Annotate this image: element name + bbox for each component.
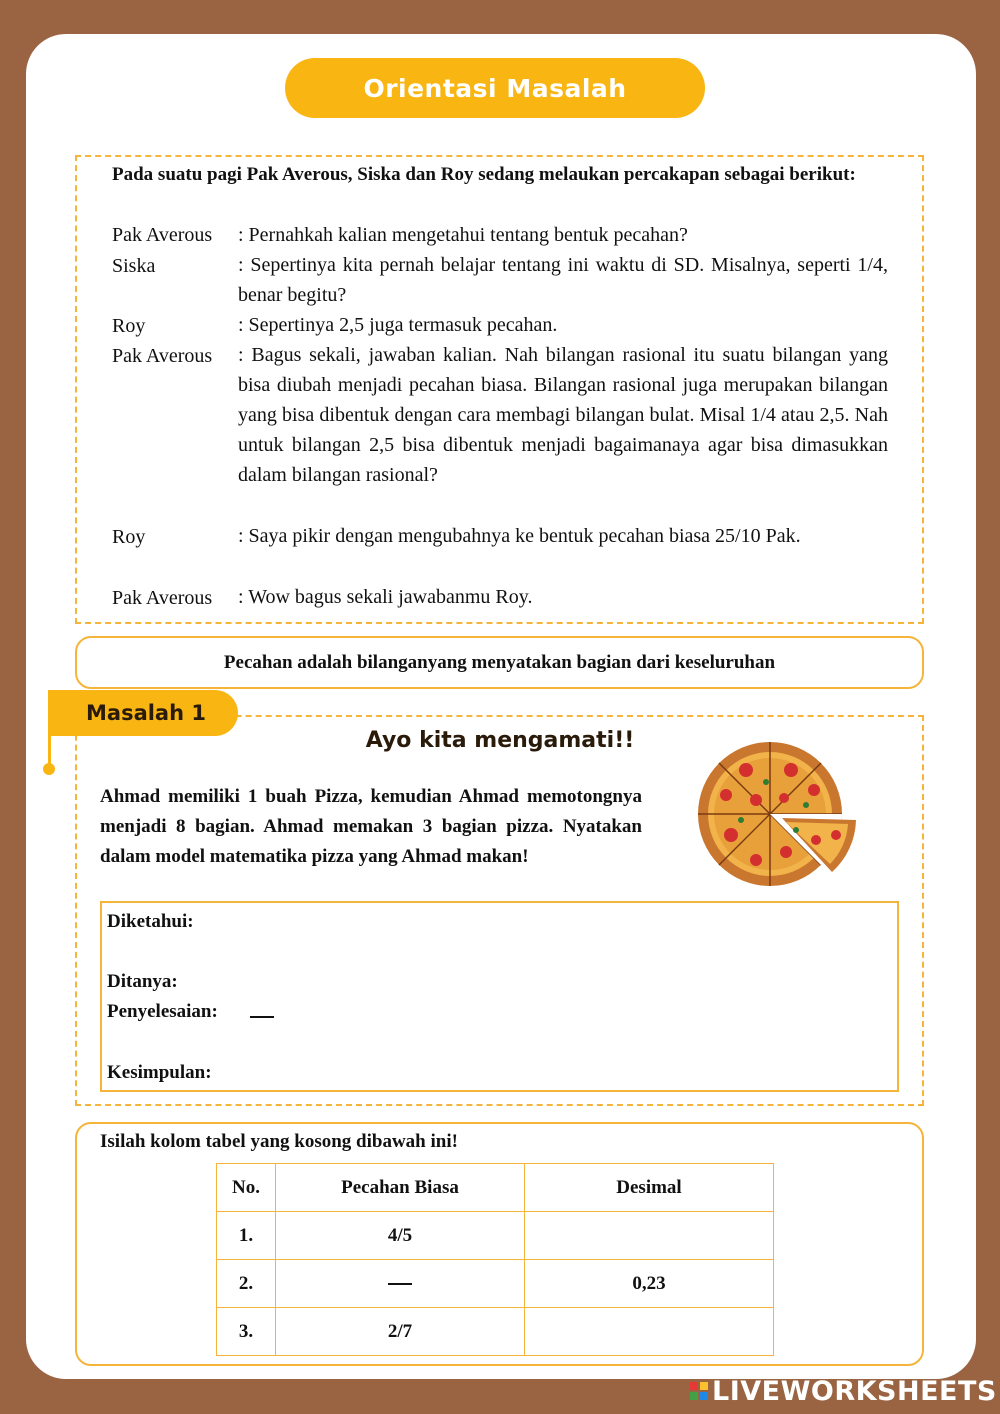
conclusion-label: Kesimpulan: [107, 1062, 212, 1083]
asked-label: Ditanya: [107, 971, 178, 992]
table-header-row [217, 1164, 774, 1212]
header-fraction: Pecahan Biasa [276, 1164, 525, 1212]
masalah-tab [48, 690, 238, 736]
fraction-table [216, 1163, 774, 1356]
dialog-line: : Saya pikir dengan mengubahnya ke bentuk pecahan biasa 25/10 Pak. [238, 525, 801, 547]
brand-name: LIVEWORKSHEETS [712, 1375, 997, 1407]
liveworksheets-logo [690, 1375, 997, 1407]
fraction-bar [388, 1283, 412, 1285]
dialog-line: : Pernahkah kalian mengetahui tentang bentuk pecahan? [238, 224, 688, 246]
row-number: 2. [217, 1260, 276, 1308]
dialog-line: : Bagus sekali, jawaban kalian. Nah bilangan rasional itu suatu bilangan yang bisa diubah menjadi pecahan biasa. Bilangan rasional juga merupakan bilangan yang bisa dibentuk dengan cara membagi bilangan bulat. Misal 1/4 atau 2,5. Nah untuk bilangan 2,5 bisa dibentuk menjadi bagaimanaya agar bisa dimasukkan dalam bilangan rasional? [238, 344, 888, 486]
page-title: Orientasi Masalah [285, 58, 705, 118]
problem-text: Ahmad memiliki 1 buah Pizza, kemudian Ahmad memotongnya menjadi 8 bagian. Ahmad memakan 3 bagian pizza. Nyatakan dalam model matematika pizza yang Ahmad makan! [100, 786, 642, 867]
fraction-cell: 4/5 [276, 1212, 525, 1260]
dialog-line: : Sepertinya 2,5 juga termasuk pecahan. [238, 314, 558, 336]
speaker-label: Roy [112, 526, 146, 548]
table-row [217, 1308, 774, 1356]
speaker-label: Pak Averous [112, 587, 213, 609]
definition-text: Pecahan adalah bilanganyang menyatakan bagian dari keseluruhan [223, 651, 776, 673]
table-instruction: Isilah kolom tabel yang kosong dibawah ini! [100, 1131, 458, 1152]
header-decimal: Desimal [525, 1164, 774, 1212]
speaker-label: Siska [112, 255, 156, 277]
dialog-line: : Wow bagus sekali jawabanmu Roy. [238, 586, 533, 608]
table-row [217, 1260, 774, 1308]
header-no: No. [217, 1164, 276, 1212]
known-label: Diketahui: [107, 911, 194, 932]
tab-dot [43, 763, 55, 775]
definition-box [75, 636, 924, 689]
fraction-input-cell[interactable] [276, 1260, 525, 1308]
decimal-input-cell[interactable] [525, 1308, 774, 1356]
masalah-tab-label: Masalah 1 [86, 701, 206, 725]
speaker-label: Pak Averous [112, 224, 213, 246]
dialog-intro: Pada suatu pagi Pak Averous, Siska dan Roy sedang melaukan percakapan sebagai berikut: [112, 164, 856, 185]
solution-label: Penyelesaian: [107, 1001, 218, 1022]
pizza-icon [696, 740, 868, 890]
fraction-bar [250, 1016, 274, 1018]
brand-logo-icon [690, 1382, 708, 1400]
table-row [217, 1212, 774, 1260]
answer-box[interactable] [100, 901, 899, 1092]
decimal-input-cell[interactable] [525, 1212, 774, 1260]
row-number: 1. [217, 1212, 276, 1260]
dialog-line: : Sepertinya kita pernah belajar tentang ini waktu di SD. Misalnya, seperti 1/4, benar begitu? [238, 254, 888, 306]
observe-heading: Ayo kita mengamati!! [365, 728, 635, 753]
speaker-label: Roy [112, 315, 146, 337]
speaker-label: Pak Averous [112, 345, 213, 367]
row-number: 3. [217, 1308, 276, 1356]
fraction-cell: 2/7 [276, 1308, 525, 1356]
decimal-cell: 0,23 [525, 1260, 774, 1308]
